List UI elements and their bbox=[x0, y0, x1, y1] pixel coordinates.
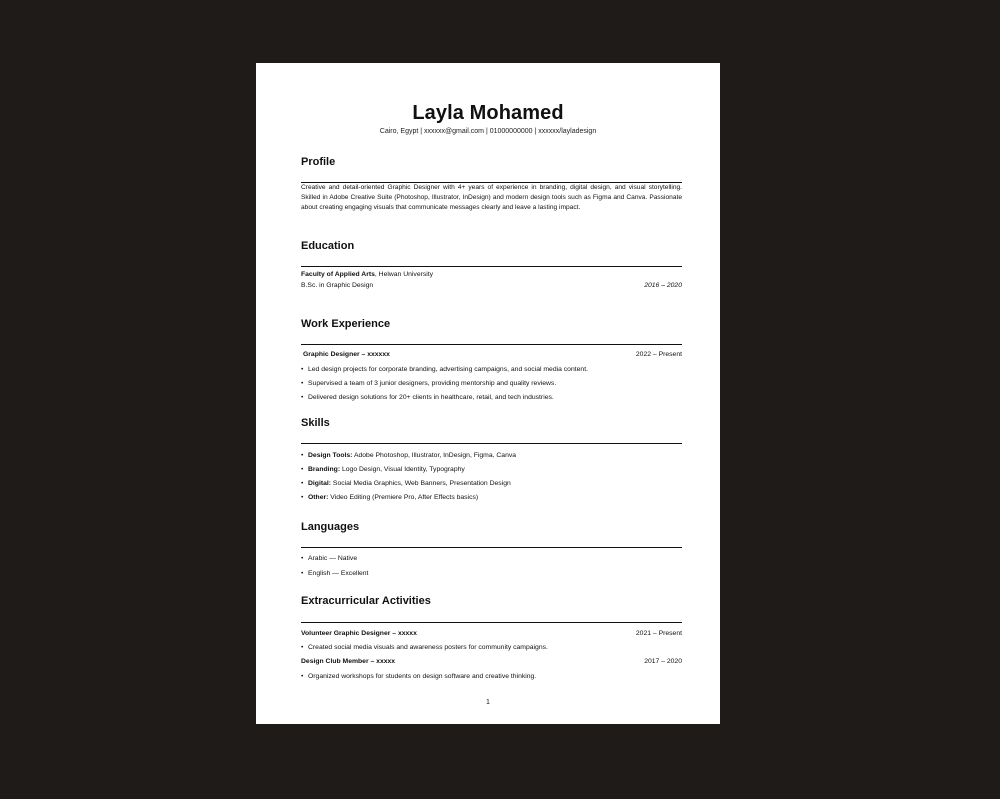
education-dates: 2016 – 2020 bbox=[644, 282, 682, 289]
university-name: , Helwan University bbox=[374, 271, 434, 278]
profile-summary: Creative and detail-oriented Graphic Designer with 4+ years of experience in branding, digital design, and visual storytelling. Skilled in Adobe Creative Suite (Photoshop, Illustrator, InDesign) and modern design tools such as Figma and Canva. Passionate about creating engaging visuals that communicate messages clearly and leave a lasting impact. bbox=[301, 184, 682, 211]
candidate-name: Layla Mohamed bbox=[412, 102, 564, 124]
list-item: • English — Excellent bbox=[301, 570, 369, 577]
section-divider bbox=[301, 443, 682, 444]
list-item: • Arabic — Native bbox=[301, 555, 358, 562]
education-degree-row bbox=[301, 281, 682, 291]
section-divider bbox=[301, 266, 682, 267]
list-item: • Design Tools: Adobe Photoshop, Illustrator, InDesign, Figma, Canva bbox=[301, 452, 517, 459]
section-divider bbox=[301, 547, 682, 548]
list-item: • Created social media visuals and awareness posters for community campaigns. bbox=[301, 644, 548, 651]
job-dates: 2022 – Present bbox=[635, 351, 682, 358]
contact-line: Cairo, Egypt | xxxxxx@gmail.com | 01000000000 | xxxxxx/layladesign bbox=[379, 128, 597, 135]
section-title-education: Education bbox=[301, 240, 355, 252]
list-item: • Supervised a team of 3 junior designers, providing mentorship and quality reviews. bbox=[301, 380, 557, 387]
list-item: • Led design projects for corporate branding, advertising campaigns, and social media content. bbox=[301, 366, 588, 373]
activity-header: Design Club Member – xxxxx 2017 – 2020 bbox=[301, 658, 682, 665]
section-divider bbox=[301, 622, 682, 623]
section-title-profile: Profile bbox=[301, 156, 336, 168]
activity-header: Volunteer Graphic Designer – xxxxx 2021 – Present bbox=[301, 630, 682, 637]
job-header bbox=[301, 350, 682, 360]
list-item: • Delivered design solutions for 20+ clients in healthcare, retail, and tech industries. bbox=[301, 394, 554, 401]
list-item: • Organized workshops for students on design software and creative thinking. bbox=[301, 673, 537, 680]
section-title-work: Work Experience bbox=[301, 318, 391, 330]
job-title: Graphic Designer – xxxxxx bbox=[303, 351, 390, 358]
page-number: 1 bbox=[486, 699, 490, 706]
section-title-activities: Extracurricular Activities bbox=[301, 595, 431, 607]
education-institution bbox=[301, 270, 682, 280]
school-name: Faculty of Applied Arts bbox=[301, 271, 375, 278]
section-title-skills: Skills bbox=[301, 417, 330, 429]
resume-page bbox=[256, 63, 720, 724]
list-item: • Branding: Logo Design, Visual Identity, Typography bbox=[301, 466, 465, 473]
section-divider bbox=[301, 344, 682, 345]
degree: B.Sc. in Graphic Design bbox=[301, 282, 374, 289]
section-title-languages: Languages bbox=[301, 521, 360, 533]
list-item: • Digital: Social Media Graphics, Web Banners, Presentation Design bbox=[301, 480, 511, 487]
list-item: • Other: Video Editing (Premiere Pro, After Effects basics) bbox=[301, 494, 479, 501]
